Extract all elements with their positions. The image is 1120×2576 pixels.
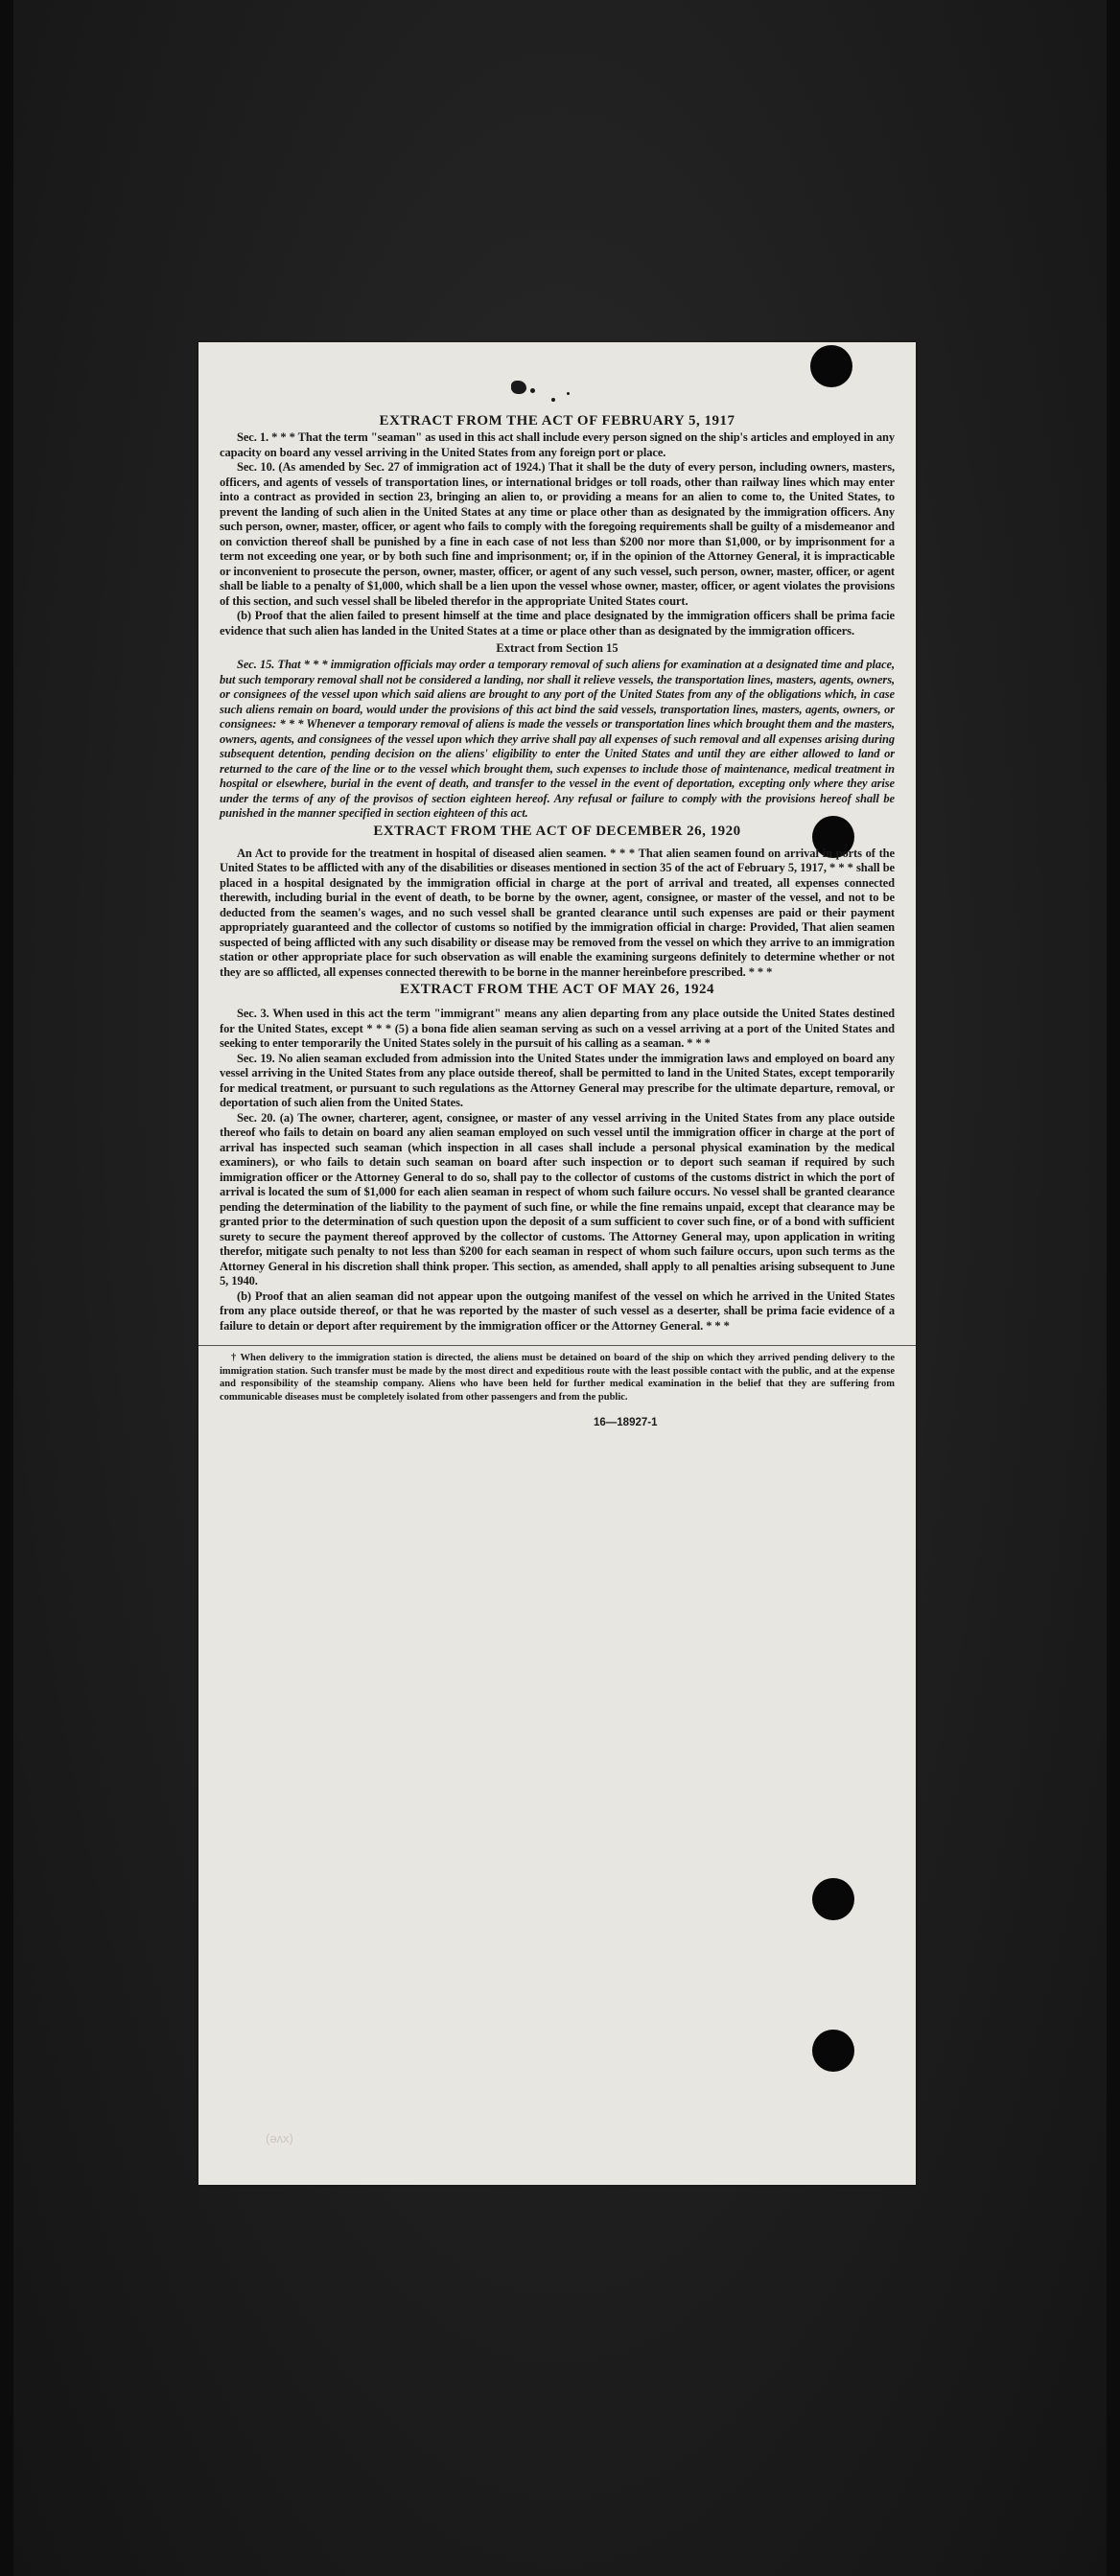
punch-hole-lower	[812, 1878, 854, 1920]
document-page	[198, 342, 916, 2185]
subheading-section-15: Extract from Section 15	[496, 641, 618, 655]
footnote-divider	[198, 1345, 916, 1346]
section-20-paragraph: Sec. 20. (a) The owner, charterer, agent, consignee, or master of any vessel arriving in the United States from any place outside thereof who fails to detain on board any alien seaman employed on such vessel until the immigration officer in charge at the port of arrival has inspected such seaman (which inspection in all cases shall include a personal physical examination by the medical examiners), or who fails to detain such seaman on board after such inspection or to deport such seaman if required by such immigration officer or the Attorney General to do so, shall pay to the collector of customs of the customs district in which the port of arrival is located the sum of $1,000 for each alien seaman in respect of whom such failure occurs. No vessel shall be granted clearance pending the determination of the liability to the payment of such fine, or while the fine remains unpaid, except that clearance may be granted prior to the determination of such question upon the deposit of a sum sufficient to cover such fine, or of a bond with sufficient surety to secure the payment thereof approved by the collector of customs. The Attorney General may, upon application in writing therefor, mitigate such penalty to not less than $200 for each seaman in respect of whom such failure occurs, upon such terms as the Attorney General in his discretion shall think proper. This section, as amended, shall apply to all penalties arising subsequent to June 5, 1940.	[220, 1110, 895, 1288]
bleed-through-mark: (ǝʌx)	[266, 2131, 293, 2146]
footnote: † When delivery to the immigration station is directed, the aliens must be detained on board of the ship on which they arrived pending delivery to the immigration station. Such transfer must be made by the most direct and expeditious route with the least possible contact with the public, and at the expense and responsibility of the steamship company. Aliens who have been held for further medical examination in the belief that they are suffering from communicable diseases must be completely isolated from other passengers and from the public.	[220, 1353, 895, 1403]
heading-act-1920: EXTRACT FROM THE ACT OF DECEMBER 26, 1920	[373, 823, 741, 839]
heading-act-1917: EXTRACT FROM THE ACT OF FEBRUARY 5, 1917	[379, 413, 735, 429]
heading-act-1924: EXTRACT FROM THE ACT OF MAY 26, 1924	[399, 982, 715, 997]
punch-hole-bottom	[812, 2030, 854, 2072]
section-19-paragraph: Sec. 19. No alien seaman excluded from admission into the United States under the immigration laws and employed on board any vessel arriving in the United States from any place outside thereof, shall be permitted to land in the United States, except temporarily for medical treatment, or pursuant to such regulations as the Attorney General may prescribe for the ultimate departure, removal, or deportation of such alien from the United States.	[220, 1051, 895, 1109]
scan-edge-right	[1107, 0, 1120, 2576]
section-10b-paragraph: (b) Proof that the alien failed to present himself at the time and place designated by the immigration officers shall be prima facie evidence that such alien has landed in the United States at a time or place other than as designated by the immigration officers.	[220, 609, 895, 638]
scan-edge-left	[0, 0, 13, 2576]
section-1-paragraph: Sec. 1. * * * That the term "seaman" as used in this act shall include every person signed on the ship's articles and employed in any capacity on board any vessel arriving in the United States from any foreign port or place.	[220, 430, 895, 459]
section-3-paragraph: Sec. 3. When used in this act the term "immigrant" means any alien departing from any place outside the United States destined for the United States, except * * * (5) a bona fide alien seaman serving as such on a vessel arriving at a port of the United States and seeking to enter temporarily the United States solely in the pursuit of his calling as a seaman. * * *	[220, 1007, 895, 1050]
section-20b-paragraph: (b) Proof that an alien seaman did not appear upon the outgoing manifest of the vessel on which he arrived in the United States from any place outside thereof, or that he was reported by the master of such vessel as a deserter, shall be prima facie evidence of a failure to detain or deport after requirement by the immigration officer or the Attorney General. * * *	[220, 1288, 895, 1333]
section-15-paragraph: Sec. 15. That * * * immigration officials may order a temporary removal of such aliens for examination at a designated time and place, but such temporary removal shall not be considered a landing, nor shall it relieve vessels, the transportation lines, masters, agents, owners, or consignees of the vessel upon which said aliens are brought to any port of the United States from any of the obligations which, in case such aliens remain on board, would under the provisions of this act bind the said vessels, transportation lines, masters, agents, owners, or consignees: * * * Whenever a temporary removal of aliens is made the vessels or transportation lines which brought them and the masters, owners, agents, and consignees of the vessel upon which they arrive shall pay all expenses of such removal and all expenses arising during subsequent detention, pending decision on the aliens' eligibility to enter the United States and until they are either allowed to land or returned to the care of the line or to the vessel which brought them, such expenses to include those of maintenance, medical treatment in hospital or elsewhere, burial in the event of death, and transfer to the vessel in the event of deportation, excepting only where they arise under the terms of any of the provisos of section eighteen hereof. Any refusal or failure to comply with the provisions hereof shall be punished in the manner specified in section eighteen of this act.	[220, 658, 895, 820]
section-10-paragraph: Sec. 10. (As amended by Sec. 27 of immigration act of 1924.) That it shall be the duty of every person, including owners, masters, officers, and agents of vessels of transportation lines, or international bridges or toll roads, other than railway lines which may enter into a contract as provided in section 23, bringing an alien to, or providing a means for an alien to come to, the United States, to prevent the landing of such alien in the United States at any time or place other than as designated by the immigration officers. Any such person, owner, master, officer, or agent who fails to comply with the foregoing requirements shall be guilty of a misdemeanor and on conviction thereof shall be punished by a fine in each case of not less than $200 nor more than $1,000, or by imprisonment for a term not exceeding one year, or by both such fine and imprisonment; or, if in the opinion of the Attorney General, it is impracticable or inconvenient to prosecute the person, owner, master, officer, or agent of any such vessel, such person, owner, master, officer, or agent shall be liable to a penalty of $1,000, which shall be a lien upon the vessel whose owner, master, officer, or agent violates the provisions of this section, and such vessel shall be libeled therefor in the appropriate United States court.	[220, 460, 895, 608]
document-body	[220, 369, 895, 1428]
act-1920-paragraph: An Act to provide for the treatment in hospital of diseased alien seamen. * * * That alien seamen found on arrival in ports of the United States to be afflicted with any of the disabilities or diseases mentioned in section 35 of the act of February 5, 1917, * * * shall be placed in a hospital designated by the immigration official in charge at the port of arrival and treated, all expenses connected therewith, including burial in the event of death, to be borne by the owner, agent, consignee, or master of the vessel, and not to be deducted from the seamen's wages, and no such vessel shall be granted clearance until such expenses are paid or their payment appropriately guaranteed and the collector of customs so notified by the immigration official in charge: Provided, That alien seamen suspected of being afflicted with any such disability or disease may be removed from the vessel on which they arrive to an immigration station or other appropriate place for such observation as will enable the examining surgeons definitely to determine whether or not they are so afflicted, all expenses connected therewith to be borne in the manner hereinbefore prescribed. * * *	[220, 846, 895, 979]
form-number: 16—18927-1	[594, 1417, 658, 1428]
